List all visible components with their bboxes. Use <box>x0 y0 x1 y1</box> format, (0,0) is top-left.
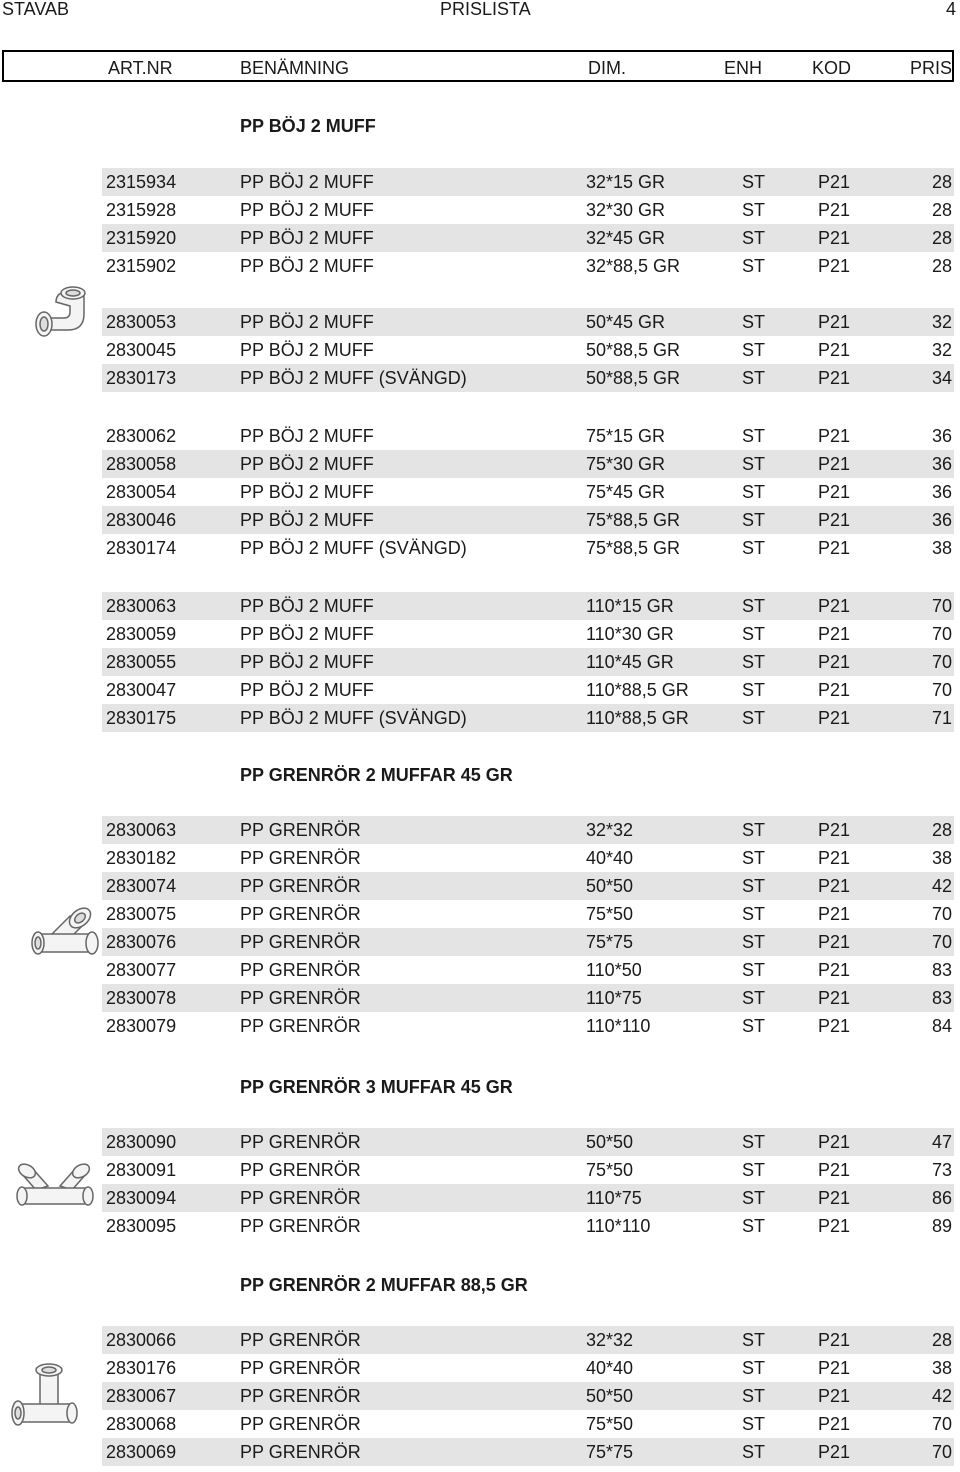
benamning-cell: PP BÖJ 2 MUFF <box>240 652 374 672</box>
benamning-cell: PP GRENRÖR <box>240 932 361 952</box>
enh-cell: ST <box>742 932 766 952</box>
enh-cell: ST <box>742 1442 766 1462</box>
table-row <box>102 816 954 844</box>
benamning-cell: PP BÖJ 2 MUFF (SVÄNGD) <box>240 538 467 558</box>
art-nr-cell: 2830054 <box>106 482 177 502</box>
art-nr-cell: 2830095 <box>106 1216 177 1236</box>
dim-cell: 40*40 <box>586 1358 634 1378</box>
benamning-cell: PP BÖJ 2 MUFF <box>240 312 374 332</box>
enh-cell: ST <box>742 1414 766 1434</box>
art-nr-cell: 2830174 <box>106 538 177 558</box>
table-row <box>102 676 954 704</box>
enh-cell: ST <box>742 904 766 924</box>
kod-cell: P21 <box>818 960 851 980</box>
benamning-cell: PP BÖJ 2 MUFF <box>240 482 374 502</box>
pris-cell: 70 <box>931 624 952 644</box>
table-row <box>102 478 954 506</box>
enh-cell: ST <box>742 1132 766 1152</box>
pris-cell: 36 <box>931 454 952 474</box>
enh-cell: ST <box>742 1188 766 1208</box>
benamning-cell: PP GRENRÖR <box>240 1216 361 1236</box>
art-nr-cell: 2830053 <box>106 312 177 332</box>
pris-cell: 28 <box>931 200 952 220</box>
dim-cell: 50*45 GR <box>586 312 666 332</box>
kod-cell: P21 <box>818 454 851 474</box>
pris-cell: 32 <box>931 312 952 332</box>
kod-cell: P21 <box>818 932 851 952</box>
dim-cell: 32*30 GR <box>586 200 666 220</box>
pris-cell: 28 <box>931 256 952 276</box>
pris-cell: 36 <box>931 510 952 530</box>
dim-cell: 32*88,5 GR <box>586 256 681 276</box>
benamning-cell: PP BÖJ 2 MUFF <box>240 200 374 220</box>
kod-cell: P21 <box>818 228 851 248</box>
table-row <box>102 1326 954 1354</box>
art-nr-cell: 2315934 <box>106 172 177 192</box>
art-nr-cell: 2830176 <box>106 1358 177 1378</box>
kod-cell: P21 <box>818 1216 851 1236</box>
table-row <box>102 1128 954 1156</box>
enh-cell: ST <box>742 256 766 276</box>
pris-cell: 70 <box>931 680 952 700</box>
enh-cell: ST <box>742 848 766 868</box>
art-nr-cell: 2315920 <box>106 228 177 248</box>
table-row <box>102 252 954 280</box>
kod-cell: P21 <box>818 172 851 192</box>
dim-cell: 110*75 <box>586 1188 642 1208</box>
table-row <box>102 1184 954 1212</box>
benamning-cell: PP BÖJ 2 MUFF <box>240 228 374 248</box>
table-row <box>102 620 954 648</box>
art-nr-cell: 2830079 <box>106 1016 177 1036</box>
page-number: 4 <box>945 0 956 19</box>
table-row <box>102 1212 954 1240</box>
table-row <box>102 872 954 900</box>
pris-cell: 86 <box>931 1188 952 1208</box>
pris-cell: 28 <box>931 228 952 248</box>
branch-fitting-image <box>20 900 100 964</box>
dim-cell: 40*40 <box>586 848 634 868</box>
kod-cell: P21 <box>818 340 851 360</box>
enh-cell: ST <box>742 200 766 220</box>
section-title: PP BÖJ 2 MUFF <box>240 116 376 136</box>
table-row <box>102 956 954 984</box>
column-header-pris: PRIS <box>910 58 953 78</box>
pris-cell: 38 <box>931 848 952 868</box>
kod-cell: P21 <box>818 538 851 558</box>
kod-cell: P21 <box>818 876 851 896</box>
dim-cell: 32*15 GR <box>586 172 666 192</box>
dim-cell: 50*88,5 GR <box>586 368 681 388</box>
table-row <box>102 1012 954 1040</box>
enh-cell: ST <box>742 510 766 530</box>
kod-cell: P21 <box>818 1188 851 1208</box>
kod-cell: P21 <box>818 652 851 672</box>
enh-cell: ST <box>742 340 766 360</box>
art-nr-cell: 2830077 <box>106 960 177 980</box>
enh-cell: ST <box>742 960 766 980</box>
enh-cell: ST <box>742 1216 766 1236</box>
kod-cell: P21 <box>818 482 851 502</box>
page-header <box>0 0 960 24</box>
benamning-cell: PP GRENRÖR <box>240 1132 361 1152</box>
pris-cell: 89 <box>931 1216 952 1236</box>
pris-cell: 34 <box>931 368 952 388</box>
table-row <box>102 844 954 872</box>
art-nr-cell: 2830058 <box>106 454 177 474</box>
enh-cell: ST <box>742 652 766 672</box>
benamning-cell: PP BÖJ 2 MUFF <box>240 256 374 276</box>
enh-cell: ST <box>742 228 766 248</box>
dim-cell: 32*45 GR <box>586 228 666 248</box>
kod-cell: P21 <box>818 596 851 616</box>
kod-cell: P21 <box>818 1132 851 1152</box>
kod-cell: P21 <box>818 820 851 840</box>
table-row <box>102 1382 954 1410</box>
art-nr-cell: 2830090 <box>106 1132 177 1152</box>
benamning-cell: PP GRENRÖR <box>240 1016 361 1036</box>
benamning-cell: PP GRENRÖR <box>240 1386 361 1406</box>
dim-cell: 75*75 <box>586 932 634 952</box>
pris-cell: 32 <box>931 340 952 360</box>
enh-cell: ST <box>742 312 766 332</box>
enh-cell: ST <box>742 1160 766 1180</box>
kod-cell: P21 <box>818 426 851 446</box>
enh-cell: ST <box>742 368 766 388</box>
document-title: PRISLISTA <box>440 0 531 19</box>
enh-cell: ST <box>742 1330 766 1350</box>
benamning-cell: PP GRENRÖR <box>240 1442 361 1462</box>
pris-cell: 70 <box>931 1442 952 1462</box>
enh-cell: ST <box>742 1386 766 1406</box>
benamning-cell: PP GRENRÖR <box>240 904 361 924</box>
dim-cell: 32*32 <box>586 820 634 840</box>
table-row <box>102 592 954 620</box>
double-branch-fitting-image <box>12 1160 96 1220</box>
benamning-cell: PP GRENRÖR <box>240 876 361 896</box>
benamning-cell: PP GRENRÖR <box>240 820 361 840</box>
art-nr-cell: 2830067 <box>106 1386 177 1406</box>
table-row <box>102 1438 954 1466</box>
kod-cell: P21 <box>818 368 851 388</box>
table-row <box>102 422 954 450</box>
section-title: PP GRENRÖR 2 MUFFAR 88,5 GR <box>240 1275 528 1295</box>
art-nr-cell: 2830182 <box>106 848 177 868</box>
kod-cell: P21 <box>818 904 851 924</box>
pris-cell: 38 <box>931 538 952 558</box>
tee-fitting-image <box>6 1360 80 1440</box>
pris-cell: 28 <box>931 172 952 192</box>
column-header-art-nr: ART.NR <box>108 58 173 78</box>
table-row <box>102 534 954 562</box>
art-nr-cell: 2830173 <box>106 368 177 388</box>
art-nr-cell: 2830066 <box>106 1330 177 1350</box>
enh-cell: ST <box>742 454 766 474</box>
benamning-cell: PP BÖJ 2 MUFF <box>240 680 374 700</box>
kod-cell: P21 <box>818 510 851 530</box>
table-row <box>102 196 954 224</box>
benamning-cell: PP GRENRÖR <box>240 960 361 980</box>
table-row <box>102 450 954 478</box>
enh-cell: ST <box>742 680 766 700</box>
benamning-cell: PP BÖJ 2 MUFF <box>240 426 374 446</box>
table-row <box>102 900 954 928</box>
table-row <box>102 648 954 676</box>
pris-cell: 70 <box>931 652 952 672</box>
art-nr-cell: 2830063 <box>106 596 177 616</box>
art-nr-cell: 2830078 <box>106 988 177 1008</box>
art-nr-cell: 2830091 <box>106 1160 177 1180</box>
art-nr-cell: 2830069 <box>106 1442 177 1462</box>
table-row <box>102 1156 954 1184</box>
pris-cell: 42 <box>931 1386 952 1406</box>
dim-cell: 75*50 <box>586 904 634 924</box>
kod-cell: P21 <box>818 680 851 700</box>
benamning-cell: PP GRENRÖR <box>240 1160 361 1180</box>
column-header-row <box>2 50 954 82</box>
table-row <box>102 224 954 252</box>
enh-cell: ST <box>742 482 766 502</box>
kod-cell: P21 <box>818 1386 851 1406</box>
pris-cell: 71 <box>931 708 952 728</box>
benamning-cell: PP BÖJ 2 MUFF <box>240 340 374 360</box>
art-nr-cell: 2830094 <box>106 1188 177 1208</box>
art-nr-cell: 2830047 <box>106 680 177 700</box>
benamning-cell: PP GRENRÖR <box>240 1188 361 1208</box>
pris-cell: 38 <box>931 1358 952 1378</box>
kod-cell: P21 <box>818 848 851 868</box>
art-nr-cell: 2830063 <box>106 820 177 840</box>
elbow-fitting-image <box>26 284 94 344</box>
dim-cell: 75*75 <box>586 1442 634 1462</box>
column-header-benamning: BENÄMNING <box>240 58 350 78</box>
kod-cell: P21 <box>818 200 851 220</box>
enh-cell: ST <box>742 876 766 896</box>
art-nr-cell: 2830045 <box>106 340 177 360</box>
enh-cell: ST <box>742 596 766 616</box>
kod-cell: P21 <box>818 1160 851 1180</box>
enh-cell: ST <box>742 1358 766 1378</box>
pris-cell: 47 <box>931 1132 952 1152</box>
art-nr-cell: 2830068 <box>106 1414 177 1434</box>
pris-cell: 73 <box>931 1160 952 1180</box>
art-nr-cell: 2315928 <box>106 200 177 220</box>
section-title: PP GRENRÖR 2 MUFFAR 45 GR <box>240 765 513 785</box>
dim-cell: 50*50 <box>586 1132 634 1152</box>
art-nr-cell: 2830074 <box>106 876 177 896</box>
art-nr-cell: 2830055 <box>106 652 177 672</box>
enh-cell: ST <box>742 708 766 728</box>
table-row <box>102 506 954 534</box>
benamning-cell: PP GRENRÖR <box>240 1358 361 1378</box>
pris-cell: 83 <box>931 988 952 1008</box>
enh-cell: ST <box>742 426 766 446</box>
art-nr-cell: 2830046 <box>106 510 177 530</box>
section-title: PP GRENRÖR 3 MUFFAR 45 GR <box>240 1077 513 1097</box>
dim-cell: 110*75 <box>586 988 642 1008</box>
dim-cell: 110*88,5 GR <box>586 680 689 700</box>
pris-cell: 70 <box>931 596 952 616</box>
kod-cell: P21 <box>818 988 851 1008</box>
kod-cell: P21 <box>818 1414 851 1434</box>
kod-cell: P21 <box>818 624 851 644</box>
table-row <box>102 704 954 732</box>
dim-cell: 50*50 <box>586 876 634 896</box>
benamning-cell: PP GRENRÖR <box>240 988 361 1008</box>
benamning-cell: PP BÖJ 2 MUFF (SVÄNGD) <box>240 368 467 388</box>
benamning-cell: PP BÖJ 2 MUFF (SVÄNGD) <box>240 708 467 728</box>
pris-cell: 84 <box>931 1016 952 1036</box>
art-nr-cell: 2830175 <box>106 708 177 728</box>
dim-cell: 75*88,5 GR <box>586 538 681 558</box>
dim-cell: 110*30 GR <box>586 624 674 644</box>
kod-cell: P21 <box>818 312 851 332</box>
kod-cell: P21 <box>818 1330 851 1350</box>
column-header-enh: ENH <box>724 58 763 78</box>
enh-cell: ST <box>742 820 766 840</box>
benamning-cell: PP GRENRÖR <box>240 1330 361 1350</box>
pris-cell: 36 <box>931 482 952 502</box>
dim-cell: 110*88,5 GR <box>586 708 689 728</box>
benamning-cell: PP GRENRÖR <box>240 848 361 868</box>
table-row <box>102 168 954 196</box>
dim-cell: 110*110 <box>586 1216 651 1236</box>
pris-cell: 28 <box>931 1330 952 1350</box>
dim-cell: 50*50 <box>586 1386 634 1406</box>
company-name: STAVAB <box>2 0 70 19</box>
art-nr-cell: 2830059 <box>106 624 177 644</box>
pris-cell: 42 <box>931 876 952 896</box>
dim-cell: 75*50 <box>586 1160 634 1180</box>
dim-cell: 75*50 <box>586 1414 634 1434</box>
enh-cell: ST <box>742 624 766 644</box>
pris-cell: 70 <box>931 1414 952 1434</box>
enh-cell: ST <box>742 988 766 1008</box>
table-row <box>102 1354 954 1382</box>
benamning-cell: PP BÖJ 2 MUFF <box>240 510 374 530</box>
benamning-cell: PP GRENRÖR <box>240 1414 361 1434</box>
dim-cell: 50*88,5 GR <box>586 340 681 360</box>
art-nr-cell: 2830062 <box>106 426 177 446</box>
column-header-kod: KOD <box>812 58 852 78</box>
kod-cell: P21 <box>818 1442 851 1462</box>
table-row <box>102 364 954 392</box>
table-row <box>102 336 954 364</box>
benamning-cell: PP BÖJ 2 MUFF <box>240 172 374 192</box>
enh-cell: ST <box>742 538 766 558</box>
art-nr-cell: 2830076 <box>106 932 177 952</box>
benamning-cell: PP BÖJ 2 MUFF <box>240 596 374 616</box>
benamning-cell: PP BÖJ 2 MUFF <box>240 454 374 474</box>
art-nr-cell: 2315902 <box>106 256 177 276</box>
column-header-dim: DIM. <box>588 58 626 78</box>
dim-cell: 110*110 <box>586 1016 651 1036</box>
table-row <box>102 928 954 956</box>
pris-cell: 28 <box>931 820 952 840</box>
dim-cell: 110*15 GR <box>586 596 674 616</box>
dim-cell: 110*50 <box>586 960 642 980</box>
pris-cell: 70 <box>931 932 952 952</box>
table-row <box>102 308 954 336</box>
art-nr-cell: 2830075 <box>106 904 177 924</box>
dim-cell: 75*45 GR <box>586 482 666 502</box>
kod-cell: P21 <box>818 1016 851 1036</box>
enh-cell: ST <box>742 1016 766 1036</box>
table-row <box>102 984 954 1012</box>
pris-cell: 36 <box>931 426 952 446</box>
dim-cell: 32*32 <box>586 1330 634 1350</box>
dim-cell: 75*88,5 GR <box>586 510 681 530</box>
kod-cell: P21 <box>818 708 851 728</box>
kod-cell: P21 <box>818 1358 851 1378</box>
table-row <box>102 1410 954 1438</box>
dim-cell: 75*30 GR <box>586 454 666 474</box>
dim-cell: 110*45 GR <box>586 652 674 672</box>
benamning-cell: PP BÖJ 2 MUFF <box>240 624 374 644</box>
pris-cell: 83 <box>931 960 952 980</box>
pris-cell: 70 <box>931 904 952 924</box>
dim-cell: 75*15 GR <box>586 426 666 446</box>
kod-cell: P21 <box>818 256 851 276</box>
enh-cell: ST <box>742 172 766 192</box>
